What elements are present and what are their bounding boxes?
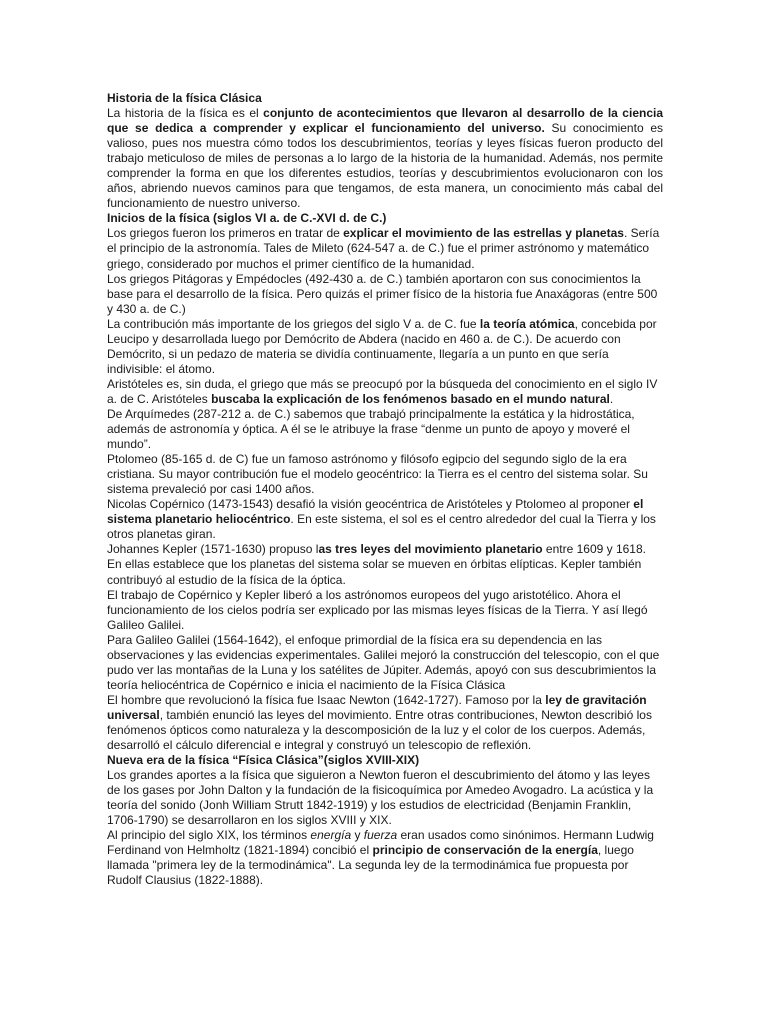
section-heading-nueva-era: Nueva era de la física “Física Clásica”(siglos XVIII-XIX) [107,753,420,768]
intro-paragraph [107,106,663,211]
section-heading-inicios: Inicios de la física (siglos VI a. de C.-XVI d. de C.) [107,211,387,226]
atomica-text-a: La contribución más importante de los griegos del siglo V a. de C. fue [107,316,480,331]
newton-text-a: El hombre que revolucionó la física fue Isaac Newton (1642-1727). Famoso por la [107,692,546,707]
paragraph-atomica [107,317,663,377]
siglo19-text-bold: principio de conservación de la energía [372,843,598,858]
newton-text-bold: ley de gravitación universal [107,692,647,722]
griegos-text-bold: explicar el movimiento de las estrellas y planetas [343,226,624,241]
document-body [107,91,663,888]
siglo19-text-a: Al principio del siglo XIX, los términos [107,828,311,843]
kepler-text-c: entre 1609 y 1618. En ellas establece que los planetas del sistema solar se mueven en órbitas elípticas. Kepler también contribuyó al estudio de la física de la óptica. [107,542,646,587]
copernico-text-c: . En este sistema, el sol es el centro alrededor del cual la Tierra y los otros planetas giran. [107,512,656,542]
griegos-text-a: Los griegos fueron los primeros en tratar de [107,226,344,241]
paragraph-aristoteles [107,377,663,407]
kepler-text-bold: as tres leyes del movimiento planetario [318,542,543,557]
newton-text-c: , también enunció las leyes del movimiento. Entre otras contribuciones, Newton describió los fenómenos ópticos como naturaleza y la descomposición de la luz y el color de los cuerpos. Además, desarrolló el cálculo diferencial e integral y construyó un telescopio de reflexión. [107,707,652,753]
paragraph-arquimedes: De Arquímedes (287-212 a. de C.) sabemos que trabajó principalmente la estática y la hidrostática, además de astronomía y óptica. A él se le atribuye la frase “denme un punto de apoyo y moveré el mundo”. [107,406,635,452]
siglo19-text-fuerza: fuerza [363,828,398,843]
intro-text-a: La historia de la física es el [107,106,264,121]
paragraph-siglo-xix [107,828,663,888]
paragraph-pitagoras: Los griegos Pitágoras y Empédocles (492-430 a. de C.) también aportaron con sus conocimientos la base para el desarrollo de la física. Pero quizás el primer físico de la historia fue Anaxágoras (entre 500 y 430 a. de C.) [107,271,658,316]
paragraph-griegos [107,226,663,271]
paragraph-copernico [107,497,663,542]
paragraph-newton [107,693,663,753]
siglo19-text-c: y [351,828,364,843]
intro-text-bold: conjunto de acontecimientos que llevaron al desarrollo de la ciencia que se dedica a comprender y explicar el funcionamiento del universo. [107,106,664,136]
atomica-text-bold: la teoría atómica [479,316,575,331]
document-title: Historia de la física Clásica [107,91,262,105]
paragraph-yugo: El trabajo de Copérnico y Kepler liberó a los astrónomos europeos del yugo aristotélico. Ahora el funcionamiento de los cielos podría ser explicado por las mismas leyes físicas de la Tierra. Y así llegó Galileo Galilei. [107,587,648,632]
aristoteles-text-bold: buscaba la explicación de los fenómenos basado en el mundo natural [211,391,610,406]
copernico-text-bold: el sistema planetario heliocéntrico [107,497,644,527]
aristoteles-text-c: . [609,391,614,406]
griegos-text-c: . Sería el principio de la astronomía. Tales de Mileto (624-547 a. de C.) fue el primer astrónomo y matemático griego, considerado por muchos el primer científico de la humanidad. [107,226,660,271]
paragraph-ptolomeo: Ptolomeo (85-165 d. de C) fue un famoso astrónomo y filósofo egipcio del segundo siglo de la era cristiana. Su mayor contribución fue el modelo geocéntrico: la Tierra es el centro del sistema solar. Su sistema prevaleció por casi 1400 años. [107,452,648,497]
paragraph-galileo: Para Galileo Galilei (1564-1642), el enfoque primordial de la física era su dependencia en las observaciones y las evidencias experimentales. Galilei mejoró la construcción del telescopio, con el que pudo ver las montañas de la Luna y los satélites de Júpiter. Además, apoyó con sus descubrimientos la teoría heliocéntrica de Copérnico e inicia el nacimiento de la Física Clásica [107,632,660,692]
atomica-text-c: , concebida por Leucipo y desarrollada luego por Demócrito de Abdera (nacido en 460 a. de C.). De acuerdo con Demócrito, si un pedazo de materia se dividía continuamente, llegaría a un punto en que sería indivisible: el átomo. [107,316,657,376]
intro-text-c: Su conocimiento es valioso, pues nos muestra cómo todos los descubrimientos, teorías y leyes físicas fueron producto del trabajo meticuloso de miles de personas a lo largo de la historia de la humanidad. Además, nos permite comprender la forma en que los diferentes estudios, teorías y descubrimientos evolucionaron con los años, abriendo nuevos caminos para que tengamos, de esta manera, un conocimiento más cabal del funcionamiento de nuestro universo. [107,121,663,211]
copernico-text-a: Nicolas Copérnico (1473-1543) desafió la visión geocéntrica de Aristóteles y Ptolomeo al proponer [107,497,634,512]
siglo19-text-g: , luego llamada "primera ley de la termodinámica". La segunda ley de la termodinámica fue propuesta por Rudolf Clausius (1822-1888). [107,843,634,888]
siglo19-text-e: eran usados como sinónimos. Hermann Ludwig Ferdinand von Helmholtz (1821-1894) concibió el [107,828,654,858]
kepler-text-a: Johannes Kepler (1571-1630) propuso l [107,542,319,557]
siglo19-text-energia: energía [310,828,352,843]
paragraph-aportes: Los grandes aportes a la física que siguieron a Newton fueron el descubrimiento del átomo y las leyes de los gases por John Dalton y la fundación de la fisicoquímica por Amedeo Avogadro. La acústica y la teoría del sonido (Jonh William Strutt 1842-1919) y los estudios de electricidad (Benjamin Franklin, 1706-1790) se desarrollaron en los siglos XVIII y XIX. [107,768,654,828]
aristoteles-text-a: Aristóteles es, sin duda, el griego que más se preocupó por la búsqueda del conocimiento en el siglo IV a. de C. Aristóteles [107,376,658,406]
paragraph-kepler [107,542,663,587]
